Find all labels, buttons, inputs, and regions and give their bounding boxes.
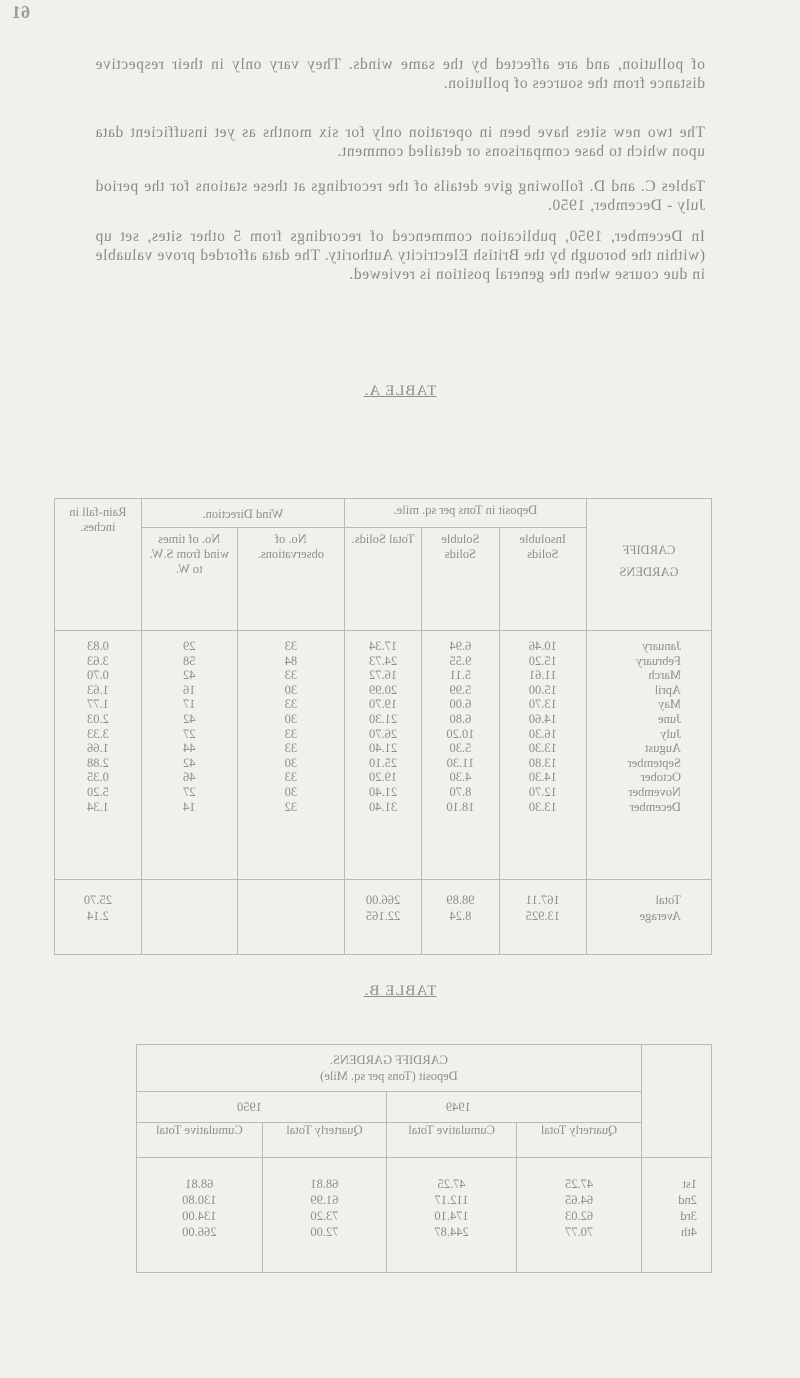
table-a-months [586, 631, 711, 880]
month: May [658, 697, 681, 712]
table-a-col-insoluble: Insoluble Solids [499, 528, 586, 631]
cell: 266.00 [365, 893, 401, 907]
cell: 13.925 [525, 909, 560, 923]
month: October [640, 770, 681, 785]
cell: 33 [284, 726, 298, 741]
table-b-col-c1950: Cumulative Total [137, 1123, 263, 1158]
cell: 266.00 [182, 1225, 217, 1239]
cell: 16.30 [528, 726, 557, 741]
total-label: Total [655, 893, 681, 907]
table-a-group-wind: Wind Direction. [141, 499, 344, 528]
cell: 30 [284, 755, 298, 770]
table-a-soluble-values [422, 631, 499, 880]
cell: 6.94 [449, 639, 472, 653]
cell: 58 [182, 653, 196, 668]
table-a-observation-values [237, 631, 344, 880]
cell: 30 [284, 682, 298, 697]
cell: 33 [284, 639, 298, 653]
cell: 13.70 [528, 697, 557, 712]
cell: 29 [182, 639, 196, 653]
table-a-caption: TABLE A. [363, 383, 437, 399]
table-a-total-c3 [344, 880, 421, 955]
paragraph-2: The two new sites have been in operation only for six months as yet insufficient data upon which to base comparisons or detailed comment. [95, 124, 705, 160]
cell: 14 [182, 799, 196, 814]
table-a-insoluble-values [499, 631, 586, 880]
month: November [628, 784, 681, 799]
cell: 84 [284, 653, 298, 668]
cell: 21.30 [369, 711, 398, 726]
cell: 167.11 [525, 893, 560, 907]
table-b-c1950 [137, 1158, 263, 1273]
cell: 11.61 [528, 668, 557, 683]
cell: 33 [284, 668, 298, 683]
cell: 16.72 [369, 668, 398, 683]
table-b-header [137, 1045, 642, 1092]
cell: 0.83 [86, 639, 109, 653]
cell: 68.81 [185, 1177, 214, 1191]
cell: 19.70 [369, 697, 398, 712]
cell: 1.77 [86, 697, 109, 712]
cell: 64.65 [564, 1193, 594, 1207]
cell: 244.87 [434, 1225, 469, 1239]
month: March [648, 668, 681, 683]
cell: 2.03 [86, 711, 109, 726]
month: June [658, 711, 681, 726]
cell: 33 [284, 741, 298, 756]
table-b-quarters [641, 1158, 711, 1273]
cell: 14.60 [528, 711, 557, 726]
cell: 27 [182, 726, 196, 741]
cell: 21.40 [369, 784, 398, 799]
table-a-totals [55, 880, 712, 955]
cell: 24.73 [369, 653, 398, 668]
paragraph-1: of pollution, and are affected by the same winds. They vary only in their respective distance from the sources of pollution. [95, 56, 705, 92]
cell: 42 [182, 755, 196, 770]
cell: 13.30 [528, 741, 557, 756]
cell: 31.40 [369, 799, 398, 814]
table-a-col-soluble: Soluble Solids [422, 528, 499, 631]
table-a-total-c6 [55, 880, 142, 955]
table-a-wind-values [141, 631, 237, 880]
table-a-total-labels [586, 880, 711, 955]
table-b-corner [641, 1045, 711, 1158]
table-b-body [137, 1158, 712, 1273]
table-b-q1950 [262, 1158, 386, 1273]
paragraph-4: In December, 1950, publication commenced of recordings from 5 other sites, set up (within the borough by the British Electricity Authority. The data afforded prove valuable in due course when the general position is reviewed. [95, 228, 705, 283]
cell: 6.80 [449, 711, 472, 726]
month: December [629, 799, 681, 814]
month: September [627, 755, 681, 770]
table-a-total-values [344, 631, 421, 880]
cell: 22.165 [365, 909, 401, 923]
cell: 32 [284, 799, 298, 814]
cell: 112.17 [434, 1193, 469, 1207]
table-b-col-q1950: Quarterly Total [262, 1123, 386, 1158]
cell: 3.63 [86, 653, 109, 668]
cell: 8.70 [449, 784, 472, 799]
cell: 73.20 [310, 1209, 339, 1223]
cell: 61.99 [310, 1193, 339, 1207]
cell: 134.00 [182, 1209, 217, 1223]
body-text [95, 55, 705, 296]
cell: 15.20 [528, 653, 557, 668]
quarter: 4th [681, 1225, 697, 1239]
cell: 27 [182, 784, 196, 799]
cell: 0.70 [86, 668, 109, 683]
cell: 11.30 [446, 755, 475, 770]
cell: 0.35 [86, 770, 109, 785]
cell: 5.11 [449, 668, 472, 683]
month: August [644, 741, 681, 756]
cell: 16 [182, 682, 196, 697]
cell: 9.55 [449, 653, 472, 668]
cell: 13.80 [528, 755, 557, 770]
quarter: 3rd [680, 1209, 697, 1223]
cell: 68.81 [310, 1177, 339, 1191]
cell: 17 [182, 697, 196, 712]
page-number: 61 [12, 2, 30, 22]
cell: 47.25 [437, 1177, 466, 1191]
cell: 30 [284, 784, 298, 799]
table-a-col-wind-sw: No. of times wind from S.W. to W. [141, 528, 237, 631]
cell: 15.00 [528, 682, 557, 697]
cell: 44 [182, 741, 196, 756]
cell: 19.20 [369, 770, 398, 785]
cell: 98.89 [446, 893, 475, 907]
cell: 33 [284, 770, 298, 785]
table-a-place-line1: CARDIFF [622, 543, 676, 557]
table-b-c1949 [387, 1158, 517, 1273]
table-b [136, 1044, 712, 1273]
table-a-total-c5 [141, 880, 237, 955]
table-b-col-c1949: Cumulative Total [387, 1123, 517, 1158]
cell: 174.10 [434, 1209, 469, 1223]
table-b-col-q1949: Quarterly Total [517, 1123, 642, 1158]
month: April [654, 682, 681, 697]
month: January [642, 639, 681, 653]
cell: 26.70 [369, 726, 398, 741]
cell: 4.30 [449, 770, 472, 785]
paragraph-3: Tables C. and D. following give details of the recordings at these stations for the period July - December, 1950. [95, 178, 705, 214]
cell: 6.00 [449, 697, 472, 712]
table-a-total-c4 [237, 880, 344, 955]
cell: 25.70 [83, 893, 112, 907]
table-b-q1949 [517, 1158, 642, 1273]
table-b-header-line1: CARDIFF GARDENS. [329, 1053, 448, 1067]
cell: 42 [182, 668, 196, 683]
table-a-rainfall-values [55, 631, 142, 880]
table-a [54, 498, 712, 955]
cell: 2.88 [86, 755, 109, 770]
table-b-year-1950: 1950 [137, 1092, 387, 1123]
table-a-total-c2 [422, 880, 499, 955]
month: July [660, 726, 681, 741]
cell: 25.10 [369, 755, 398, 770]
cell: 70.77 [564, 1225, 594, 1239]
cell: 2.14 [86, 909, 109, 923]
cell: 47.25 [564, 1177, 594, 1191]
cell: 1.63 [86, 682, 109, 697]
table-a-group-deposit: Deposit in Tons per sq. mile. [344, 499, 586, 528]
table-b-year-1949: 1949 [387, 1092, 642, 1123]
cell: 62.03 [564, 1209, 594, 1223]
cell: 46 [182, 770, 196, 785]
table-b-header-line2: Deposit (Tons per sq. Mile) [320, 1069, 458, 1083]
cell: 21.40 [369, 741, 398, 756]
cell: 130.80 [182, 1193, 217, 1207]
table-a-col-observations: No. of observations. [237, 528, 344, 631]
month: February [635, 653, 681, 668]
average-label: Average [639, 909, 681, 923]
cell: 8.24 [449, 909, 472, 923]
cell: 5.30 [449, 741, 472, 756]
table-b-caption: TABLE B. [363, 983, 437, 999]
quarter: 1st [682, 1177, 697, 1191]
cell: 10.20 [446, 726, 475, 741]
cell: 30 [284, 711, 298, 726]
cell: 10.46 [528, 639, 557, 653]
cell: 20.99 [369, 682, 398, 697]
table-a-col-total: Total Solids. [344, 528, 421, 631]
cell: 42 [182, 711, 196, 726]
cell: 13.30 [528, 799, 557, 814]
cell: 5.20 [86, 784, 109, 799]
table-a-body [55, 631, 712, 880]
cell: 12.70 [528, 784, 557, 799]
cell: 18.10 [446, 799, 475, 814]
table-a-rainfall: Rain-fall in inches. [55, 499, 142, 631]
cell: 1.34 [86, 799, 109, 814]
cell: 33 [284, 697, 298, 712]
cell: 3.33 [86, 726, 109, 741]
table-a-total-c1 [499, 880, 586, 955]
cell: 5.99 [449, 682, 472, 697]
cell: 17.34 [369, 639, 398, 653]
table-a-place-line2: GARDENS [619, 565, 679, 579]
table-a-place [586, 499, 711, 631]
cell: 72.00 [310, 1225, 339, 1239]
cell: 1.66 [86, 741, 109, 756]
cell: 14.30 [528, 770, 557, 785]
quarter: 2nd [678, 1193, 697, 1207]
